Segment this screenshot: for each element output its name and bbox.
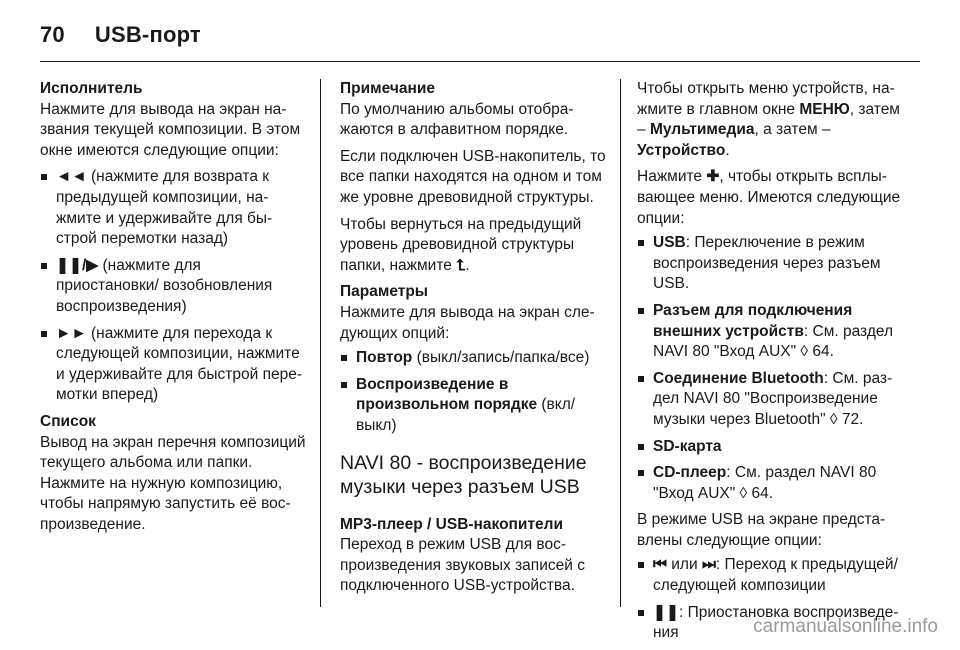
page-title: USB-порт <box>94 22 201 47</box>
usb-mode-text: В режиме USB на экране представлены следующие опции: <box>637 511 886 549</box>
column-divider-1 <box>320 79 321 607</box>
fast-forward-icon: ►► <box>56 324 87 342</box>
list-text: Вывод на экран перечня композиций текущего альбома или папки. Нажмите на нужную композицию, чтобы напрямую запустить её воспроизведение. <box>40 433 306 533</box>
params-options <box>340 348 606 436</box>
page-number: 70 <box>40 22 65 47</box>
list-item: CD-плеер: См. раздел NAVI 80 "Вход AUX" ◊ 64. <box>637 463 907 504</box>
device-options <box>637 233 907 504</box>
list-item: ❚❚: Приостановка воспроизведения <box>637 603 907 644</box>
mp3-text: Переход в режим USB для воспроизведения звуковых записей с подключенного USB-устройства. <box>340 536 585 595</box>
next-track-icon: ⏭ <box>701 556 716 574</box>
performer-options <box>40 167 306 406</box>
list-heading: Список <box>40 412 96 430</box>
params-text: Нажмите для вывода на экран следующих опций: <box>340 303 595 342</box>
section-title: NAVI 80 - воспроизведение музыки через разъем USB <box>340 451 587 498</box>
mp3-heading: MP3-плеер / USB-накопители <box>340 515 564 533</box>
page-header <box>40 22 201 48</box>
list-item: ❚❚/▶ (нажмите для приостановки/ возобновления воспроизведения) <box>40 256 306 318</box>
devices-menu-instruction: Чтобы открыть меню устройств, нажмите в главном окне МЕНЮ, затем – Мультимедиа, а затем – Устройство. <box>637 80 900 159</box>
performer-heading: Исполнитель <box>40 80 143 97</box>
popup-menu-instruction: Нажмите ✚, чтобы открыть всплывающее меню. Имеются следующие опции: <box>637 168 901 227</box>
list-item: SD-карта <box>637 437 907 458</box>
column-divider-2 <box>620 79 621 607</box>
params-heading: Параметры <box>340 283 429 301</box>
back-folder-icon: ⮤ <box>456 256 466 274</box>
column-1 <box>40 79 306 541</box>
list-item: ►► (нажмите для перехода к следующей композиции, нажмите и удерживайте для быстрой перемотки вперед) <box>40 324 306 406</box>
column-2 <box>340 79 606 603</box>
pause-icon: ❚❚ <box>653 603 679 621</box>
list-item: Соединение Bluetooth: См. раздел NAVI 80 "Воспроизведение музыки через Bluetooth" ◊ 72. <box>637 369 907 431</box>
back-instruction: Чтобы вернуться на предыдущий уровень древовидной структуры папки, нажмите ⮤. <box>340 215 582 274</box>
watermark: carmanualsonline.info <box>753 616 938 637</box>
pause-play-icon: ❚❚/▶ <box>56 256 99 274</box>
list-item: Воспроизведение в произвольном порядке (вкл/ выкл) <box>340 375 606 437</box>
rewind-icon: ◄◄ <box>56 168 87 186</box>
plus-icon: ✚ <box>706 168 720 186</box>
previous-track-icon: ⏮ <box>653 556 667 574</box>
list-item: ◄◄ (нажмите для возврата к предыдущей композиции, нажмите и удерживайте для быстрой перемотки назад) <box>40 167 306 249</box>
note-text-2: Если подключен USB-накопитель, то все папки находятся на одном и том же уровне древовидной структуры. <box>340 147 606 206</box>
performer-text: Нажмите для вывода на экран названия текущей композиции. В этом окне имеются следующие опции: <box>40 100 301 159</box>
list-item: Разъем для подключения внешних устройств: См. раздел NAVI 80 "Вход AUX" ◊ 64. <box>637 301 907 363</box>
note-heading: Примечание <box>340 80 435 97</box>
list-item: ⏮ или ⏭: Переход к предыдущей/следующей композиции <box>637 555 907 596</box>
column-3 <box>637 79 907 650</box>
note-text-1: По умолчанию альбомы отображаются в алфавитном порядке. <box>340 100 574 139</box>
header-rule <box>40 61 920 62</box>
list-item: Повтор (выкл/запись/папка/все) <box>340 348 606 369</box>
list-item: USB: Переключение в режим воспроизведения через разъем USB. <box>637 233 907 295</box>
